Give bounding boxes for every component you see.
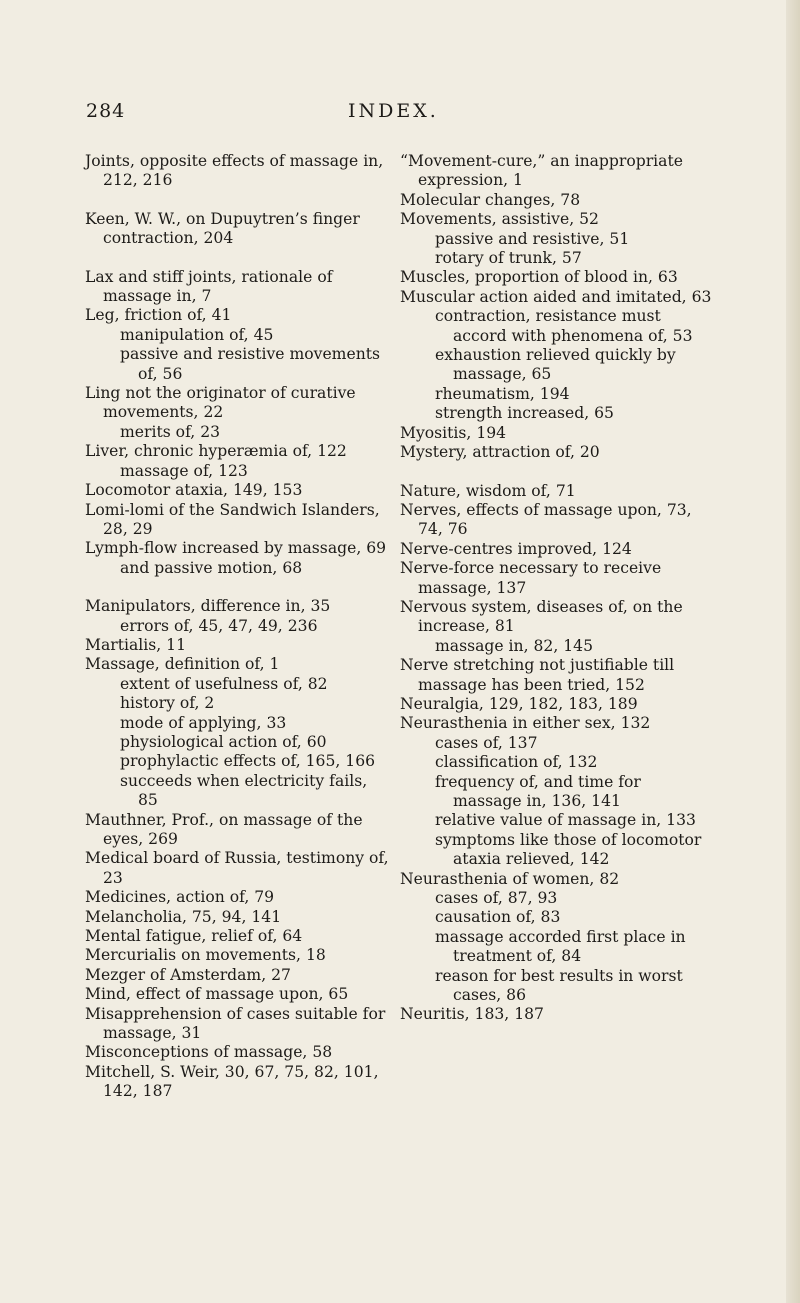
index-subentry: cases of, 87, 93 <box>435 889 558 908</box>
index-entry: Mercurialis on movements, 18 <box>85 946 326 965</box>
index-entry: Lymph-flow increased by massage, 69 <box>85 539 387 558</box>
index-entry: Muscular action aided and imitated, 63 <box>400 287 712 306</box>
index-subentry: cases of, 137 <box>435 733 538 752</box>
index-subentry: prophylactic effects of, 165, 166 <box>120 752 376 771</box>
index-subentry: extent of usefulness of, 82 <box>120 674 328 693</box>
index-entry: Molecular changes, 78 <box>400 190 581 209</box>
index-entry: Massage, definition of, 1 <box>85 655 280 674</box>
index-entry: Lomi-lomi of the Sandwich Islanders, 28, 29 <box>85 500 380 538</box>
index-entry: Movements, assistive, 52 <box>400 210 599 229</box>
index-entry: Locomotor ataxia, 149, 153 <box>85 481 303 500</box>
index-column-left <box>85 152 390 1102</box>
running-head: INDEX. <box>348 100 439 122</box>
index-entry: Mystery, attraction of, 20 <box>400 443 600 462</box>
index-subentry: physiological action of, 60 <box>120 732 327 751</box>
index-entry: Martialis, 11 <box>85 635 187 654</box>
index-subentry: reason for best results in worst cases, 86 <box>435 966 683 1005</box>
index-entry: Nerves, effects of massage upon, 73, 74, 76 <box>400 500 692 539</box>
index-entry: Mental fatigue, relief of, 64 <box>85 927 303 946</box>
index-subentry: succeeds when electricity fails, 85 <box>120 771 368 810</box>
index-subentry: frequency of, and time for massage in, 136, 141 <box>435 772 641 810</box>
index-entry: Liver, chronic hyperæmia of, 122 <box>85 442 347 461</box>
index-entry: Nature, wisdom of, 71 <box>400 481 576 500</box>
index-entry: Mauthner, Prof., on massage of the eyes, 269 <box>85 810 363 848</box>
index-entry: Mitchell, S. Weir, 30, 67, 75, 82, 101, 142, 187 <box>85 1062 379 1101</box>
index-entry: Melancholia, 75, 94, 141 <box>85 907 282 926</box>
index-subentry: history of, 2 <box>120 694 215 713</box>
index-entry: Nerve-force necessary to receive massage, 137 <box>400 559 662 597</box>
index-entry: Lax and stiff joints, rationale of massage in, 7 <box>85 267 333 306</box>
entry-group-spacer <box>85 578 390 597</box>
page-number: 284 <box>86 100 126 122</box>
index-entry: Mezger of Amsterdam, 27 <box>85 965 291 984</box>
index-subentry: rotary of trunk, 57 <box>435 249 582 268</box>
index-entry: Manipulators, difference in, 35 <box>85 597 331 616</box>
entry-group-spacer <box>85 249 390 268</box>
index-entry: Neurasthenia of women, 82 <box>400 869 620 888</box>
index-subentry: passive and resistive, 51 <box>435 229 630 248</box>
index-subentry: exhaustion relieved quickly by massage, 65 <box>435 346 676 384</box>
index-subentry: causation of, 83 <box>435 908 561 927</box>
index-entry: Joints, opposite effects of massage in, 212, 216 <box>85 152 384 190</box>
index-entry: Mind, effect of massage upon, 65 <box>85 985 349 1004</box>
index-subentry: passive and resistive movements of, 56 <box>120 345 381 383</box>
page-edge <box>786 0 800 1303</box>
page-header <box>0 100 800 134</box>
index-subentry: merits of, 23 <box>120 422 221 441</box>
index-subentry: rheumatism, 194 <box>435 384 570 403</box>
index-subentry: manipulation of, 45 <box>120 325 274 344</box>
index-entry: Medical board of Russia, testimony of, 23 <box>85 849 389 887</box>
index-subentry: massage in, 82, 145 <box>435 636 594 655</box>
index-subentry: symptoms like those of locomotor ataxia relieved, 142 <box>435 830 702 869</box>
index-subentry: classification of, 132 <box>435 753 598 772</box>
index-subentry: massage of, 123 <box>120 461 248 480</box>
index-column-right <box>400 152 712 1025</box>
index-entry: Neuralgia, 129, 182, 183, 189 <box>400 694 638 713</box>
index-subentry: massage accorded first place in treatment of, 84 <box>435 927 686 966</box>
index-entry: Medicines, action of, 79 <box>85 888 275 907</box>
index-subentry: relative value of massage in, 133 <box>435 811 696 830</box>
index-entry: Leg, friction of, 41 <box>85 306 232 325</box>
index-entry: Myositis, 194 <box>400 423 507 442</box>
index-subentry: errors of, 45, 47, 49, 236 <box>120 616 318 635</box>
index-entry: Ling not the originator of curative movements, 22 <box>85 384 356 422</box>
index-entry: Misapprehension of cases suitable for massage, 31 <box>85 1004 386 1043</box>
index-entry: Keen, W. W., on Dupuytren’s finger contraction, 204 <box>85 209 360 248</box>
index-entry: Nervous system, diseases of, on the increase, 81 <box>400 597 683 636</box>
index-subentry: and passive motion, 68 <box>120 558 303 577</box>
index-entry: Muscles, proportion of blood in, 63 <box>400 268 678 287</box>
index-entry: Neuritis, 183, 187 <box>400 1005 544 1024</box>
index-subentry: contraction, resistance must accord with phenomena of, 53 <box>435 307 693 345</box>
index-entry: Nerve stretching not justifiable till massage has been tried, 152 <box>400 656 675 694</box>
index-subentry: strength increased, 65 <box>435 404 614 423</box>
index-entry: Neurasthenia in either sex, 132 <box>400 714 651 733</box>
entry-group-spacer <box>400 463 712 482</box>
index-entry: Misconceptions of massage, 58 <box>85 1043 333 1062</box>
entry-group-spacer <box>85 191 390 210</box>
index-subentry: mode of applying, 33 <box>120 713 287 732</box>
index-entry: Nerve-centres improved, 124 <box>400 539 632 558</box>
index-entry: “Movement-cure,” an inappropriate expression, 1 <box>400 152 683 190</box>
